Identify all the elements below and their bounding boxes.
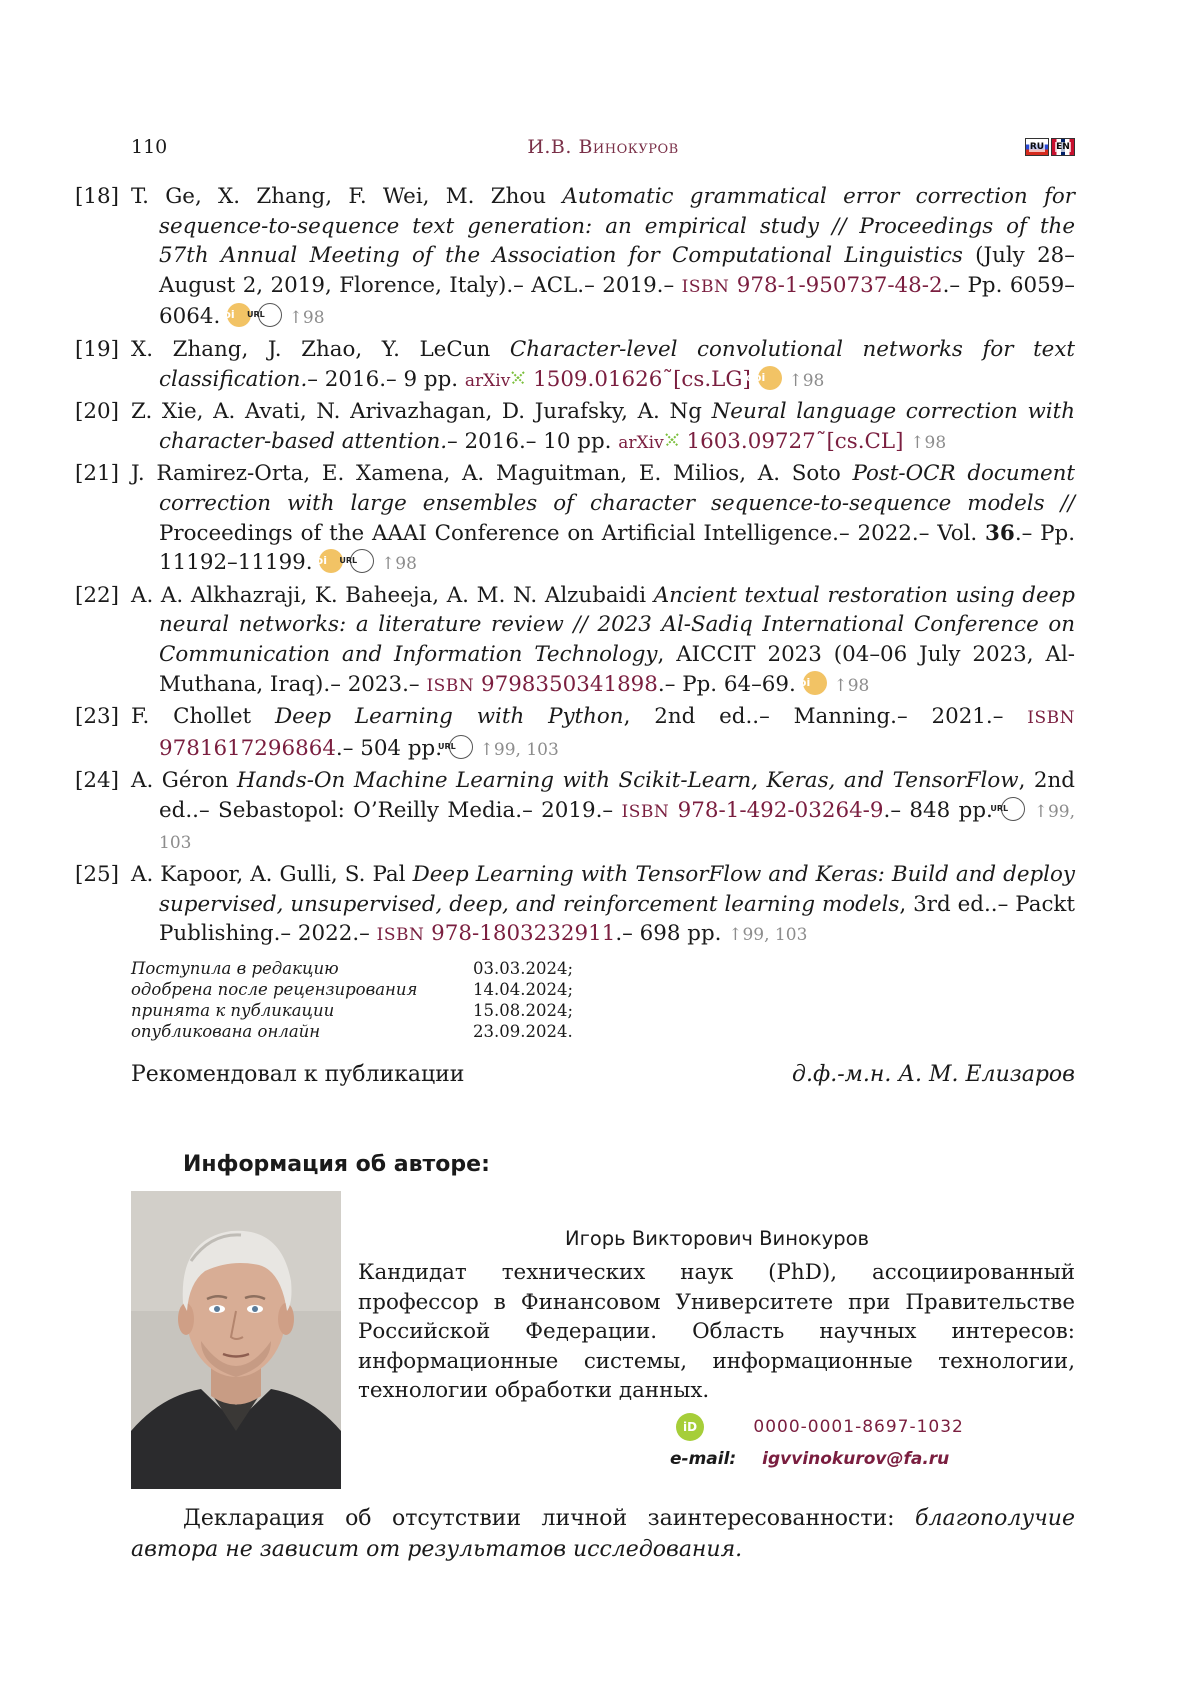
declaration bbox=[131, 1503, 1075, 1565]
isbn-link[interactable]: ISBN 9798350341898 bbox=[426, 671, 658, 697]
backref-link[interactable]: ↑99, 103 bbox=[728, 925, 808, 946]
email-link[interactable]: igvvinokurov@fa.ru bbox=[762, 1449, 950, 1469]
running-header bbox=[131, 132, 1075, 162]
author-photo bbox=[131, 1191, 341, 1489]
orcid-icon[interactable]: iD bbox=[676, 1413, 704, 1441]
reference-item: [25] A. Kapoor, A. Gulli, S. Pal Deep Learning with TensorFlow and Keras: Build and deploy supervised, unsupervised, deep, and reinforcement learning models, 3rd ed..– Packt Publishing.– 2022.– ISBN 978-1803232911.– 698 pp. ↑99, 103 bbox=[75, 862, 1075, 947]
arxiv-icon bbox=[664, 432, 680, 448]
publication-dates bbox=[131, 958, 573, 1042]
arxiv-icon bbox=[510, 370, 526, 386]
running-author: И.В. Винокуров bbox=[527, 136, 679, 158]
orcid-row bbox=[544, 1413, 964, 1441]
reference-item: [24] A. Géron Hands-On Machine Learning with Scikit-Learn, Keras, and TensorFlow, 2nd ed..– Sebastopol: O’Reilly Media.– 2019.– ISBN 978-1-492-03264-9.– 848 pp. URL ↑99, 103 bbox=[75, 768, 1075, 854]
date-row: Поступила в редакцию 03.03.2024; bbox=[131, 959, 574, 978]
author-bio: Кандидат технических наук (PhD), ассоциированный профессор в Финансовом Университете при Правительстве Российской Федерации. Область научных интересов: информационные системы, информационные технологии, технологии обработки данных. bbox=[358, 1260, 1075, 1404]
flag-en-link[interactable]: EN bbox=[1051, 138, 1075, 156]
doi-icon[interactable]: doi bbox=[319, 549, 343, 573]
isbn-link[interactable]: ISBN 978-1-950737-48-2 bbox=[681, 272, 943, 298]
arxiv-link[interactable]: arXiv 1509.01626˜[cs.LG] bbox=[464, 366, 751, 392]
author-name: Игорь Викторович Винокуров bbox=[565, 1227, 869, 1250]
doi-icon[interactable]: doi bbox=[803, 671, 827, 695]
declaration-label: Декларация об отсутствии личной заинтересованности: bbox=[183, 1506, 895, 1531]
page bbox=[75, 0, 1076, 1703]
isbn-link[interactable]: ISBN 978-1803232911 bbox=[376, 921, 616, 947]
backref-link[interactable]: ↑98 bbox=[833, 675, 870, 696]
doi-icon[interactable]: doi bbox=[227, 303, 251, 327]
backref-link[interactable]: ↑99, 103 bbox=[479, 739, 559, 760]
backref-link[interactable]: ↑98 bbox=[788, 370, 825, 391]
doi-icon[interactable]: doi bbox=[758, 366, 782, 390]
isbn-link[interactable]: ISBN 9781617296864 bbox=[159, 708, 1075, 761]
email-label: e-mail: bbox=[670, 1449, 737, 1469]
date-row: опубликована онлайн 23.09.2024. bbox=[131, 1022, 573, 1041]
url-icon[interactable]: URL bbox=[350, 549, 374, 573]
recommend-label: Рекомендовал к публикации bbox=[131, 1062, 465, 1087]
reference-item: [19] X. Zhang, J. Zhao, Y. LeCun Character-level convolutional networks for text classification.– 2016.– 9 pp. arXiv 1509.01626˜[cs.LG] doi ↑98 bbox=[75, 336, 1075, 392]
reference-item: [21] J. Ramirez-Orta, E. Xamena, A. Maguitman, E. Milios, A. Soto Post-OCR document correction with large ensembles of character sequence-to-sequence models // Proceedings of the AAAI Conference on Artificial Intelligence.– 2022.– Vol. 36.– Pp. 11192–11199. doi URL ↑98 bbox=[75, 461, 1076, 576]
url-icon[interactable]: URL bbox=[449, 735, 473, 759]
url-icon[interactable]: URL bbox=[1001, 797, 1025, 821]
isbn-link[interactable]: ISBN 978-1-492-03264-9 bbox=[621, 797, 884, 823]
backref-link[interactable]: ↑98 bbox=[910, 432, 947, 453]
references-list bbox=[75, 182, 1076, 952]
declaration-text: благополучие автора не зависит от результатов исследования. bbox=[131, 1506, 1075, 1562]
reference-item: [20] Z. Xie, A. Avati, N. Arivazhagan, D. Jurafsky, A. Ng Neural language correction with character-based attention.– 2016.– 10 pp. arXiv 1603.09727˜[cs.CL] ↑98 bbox=[75, 399, 1075, 454]
flag-ru-link[interactable]: RU bbox=[1025, 138, 1049, 156]
backref-link[interactable]: ↑98 bbox=[381, 554, 417, 575]
author-info-title: Информация об авторе: bbox=[183, 1152, 490, 1177]
recommend-person: д.ф.-м.н. А. М. Елизаров bbox=[792, 1062, 1075, 1087]
date-row: принята к публикации 15.08.2024; bbox=[131, 1001, 574, 1020]
reference-item: [23] F. Chollet Deep Learning with Python, 2nd ed..– Manning.– 2021.– ISBN 9781617296864.– 504 pp. URL ↑99, 103 bbox=[75, 704, 1075, 761]
page-number: 110 bbox=[131, 136, 168, 158]
recommendation bbox=[131, 1062, 1075, 1087]
backref-link[interactable]: ↑98 bbox=[288, 308, 325, 329]
reference-item: [22] A. A. Alkhazraji, K. Baheeja, A. M. N. Alzubaidi Ancient textual restoration using deep neural networks: a literature review // 2023 Al-Sadiq International Conference on Communication and Information Technology, AICCIT 2023 (04–06 July 2023, Al-Muthana, Iraq).– 2023.– ISBN 9798350341898.– Pp. 64–69. doi ↑98 bbox=[75, 582, 1076, 697]
reference-item: [18] T. Ge, X. Zhang, F. Wei, M. Zhou Automatic grammatical error correction for sequence-to-sequence text generation: an empirical study // Proceedings of the 57th Annual Meeting of the Association for Computational Linguistics (July 28–August 2, 2019, Florence, Italy).– ACL.– 2019.– ISBN 978-1-950737-48-2.– Pp. 6059–6064. doi URL ↑98 bbox=[75, 184, 1075, 330]
language-switch bbox=[1025, 138, 1075, 156]
backref-link[interactable]: ↑99, 103 bbox=[159, 801, 1075, 854]
email-row bbox=[544, 1449, 949, 1469]
arxiv-link[interactable]: arXiv 1603.09727˜[cs.CL] bbox=[618, 428, 904, 454]
url-icon[interactable]: URL bbox=[258, 303, 282, 327]
date-row: одобрена после рецензирования 14.04.2024; bbox=[131, 980, 574, 999]
orcid-link[interactable]: 0000-0001-8697-1032 bbox=[753, 1417, 964, 1437]
